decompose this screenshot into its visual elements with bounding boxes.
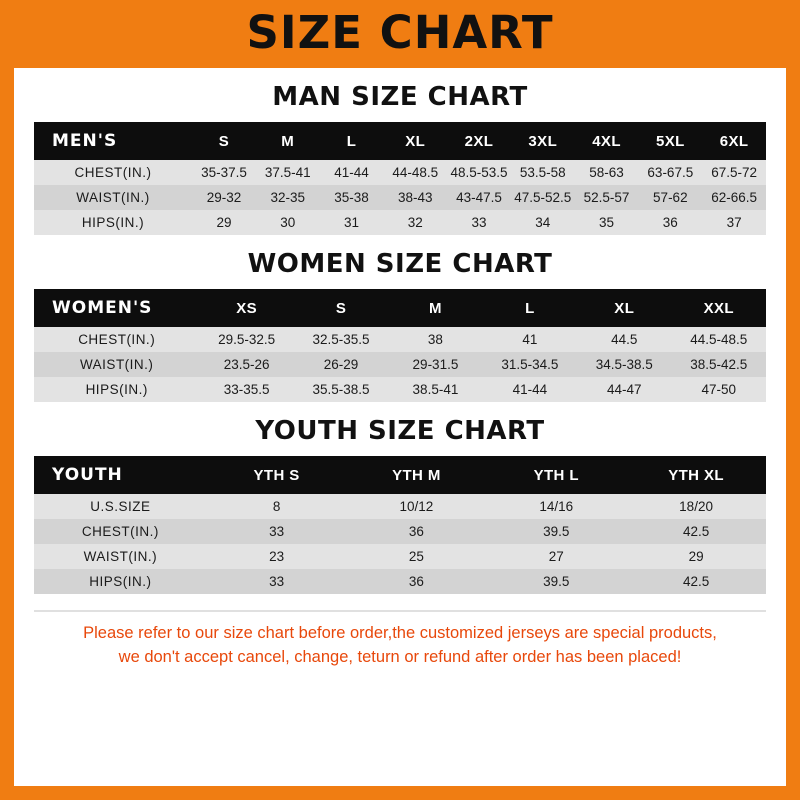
women-waist-xs: 23.5-26 (199, 352, 293, 377)
men-col-m: M (256, 122, 320, 160)
youth-chest-s: 33 (207, 519, 347, 544)
men-hips-6xl: 37 (702, 210, 766, 235)
men-col-xl: XL (383, 122, 447, 160)
header-banner (0, 0, 800, 68)
table-row (34, 494, 766, 519)
youth-chest-xl: 42.5 (626, 519, 766, 544)
section-title-youth: YOUTH SIZE CHART (255, 416, 545, 446)
women-waist-l: 31.5-34.5 (483, 352, 577, 377)
men-col-l: L (320, 122, 384, 160)
youth-col-s: YTH S (207, 456, 347, 494)
women-hips-l: 41-44 (483, 377, 577, 402)
men-row-label-waist: WAIST(IN.) (34, 185, 192, 210)
youth-row-head-label: YOUTH (34, 456, 207, 494)
women-hips-m: 38.5-41 (388, 377, 482, 402)
men-col-6xl: 6XL (702, 122, 766, 160)
table-row (34, 352, 766, 377)
women-hips-xxl: 47-50 (672, 377, 767, 402)
youth-size-table (34, 456, 766, 594)
men-waist-6xl: 62-66.5 (702, 185, 766, 210)
men-waist-3xl: 47.5-52.5 (511, 185, 575, 210)
men-hips-4xl: 35 (575, 210, 639, 235)
footer-line-2: we don't accept cancel, change, teturn or refund after order has been placed! (118, 647, 682, 666)
table-row (34, 544, 766, 569)
women-row-label-waist: WAIST(IN.) (34, 352, 199, 377)
youth-row-label-waist: WAIST(IN.) (34, 544, 207, 569)
youth-chest-m: 36 (347, 519, 487, 544)
men-hips-s: 29 (192, 210, 256, 235)
men-chest-l: 41-44 (320, 160, 384, 185)
men-hips-m: 30 (256, 210, 320, 235)
table-header-row (34, 122, 766, 160)
men-waist-s: 29-32 (192, 185, 256, 210)
youth-hips-s: 33 (207, 569, 347, 594)
men-hips-xl: 32 (383, 210, 447, 235)
women-row-label-hips: HIPS(IN.) (34, 377, 199, 402)
women-chest-l: 41 (483, 327, 577, 352)
men-chest-s: 35-37.5 (192, 160, 256, 185)
youth-col-xl: YTH XL (626, 456, 766, 494)
men-size-table (34, 122, 766, 235)
men-col-2xl: 2XL (447, 122, 511, 160)
men-waist-l: 35-38 (320, 185, 384, 210)
men-chest-6xl: 67.5-72 (702, 160, 766, 185)
section-youth (34, 416, 766, 594)
youth-chest-l: 39.5 (486, 519, 626, 544)
women-chest-xs: 29.5-32.5 (199, 327, 293, 352)
men-chest-5xl: 63-67.5 (638, 160, 702, 185)
table-header-row (34, 289, 766, 327)
women-hips-xl: 44-47 (577, 377, 671, 402)
men-col-s: S (192, 122, 256, 160)
youth-waist-l: 27 (486, 544, 626, 569)
youth-ussize-xl: 18/20 (626, 494, 766, 519)
men-chest-4xl: 58-63 (575, 160, 639, 185)
table-row (34, 210, 766, 235)
youth-row-label-chest: CHEST(IN.) (34, 519, 207, 544)
men-hips-5xl: 36 (638, 210, 702, 235)
women-row-label-chest: CHEST(IN.) (34, 327, 199, 352)
men-col-5xl: 5XL (638, 122, 702, 160)
youth-col-m: YTH M (347, 456, 487, 494)
table-row (34, 160, 766, 185)
table-row (34, 569, 766, 594)
women-waist-s: 26-29 (294, 352, 388, 377)
men-row-label-hips: HIPS(IN.) (34, 210, 192, 235)
men-waist-5xl: 57-62 (638, 185, 702, 210)
men-waist-2xl: 43-47.5 (447, 185, 511, 210)
women-hips-xs: 33-35.5 (199, 377, 293, 402)
youth-ussize-l: 14/16 (486, 494, 626, 519)
men-hips-l: 31 (320, 210, 384, 235)
men-hips-3xl: 34 (511, 210, 575, 235)
men-waist-4xl: 52.5-57 (575, 185, 639, 210)
section-title-women: WOMEN SIZE CHART (247, 249, 553, 279)
youth-row-label-ussize: U.S.SIZE (34, 494, 207, 519)
footer-disclaimer (34, 610, 766, 670)
men-waist-m: 32-35 (256, 185, 320, 210)
section-title-men: MAN SIZE CHART (272, 82, 528, 112)
table-row (34, 185, 766, 210)
men-col-4xl: 4XL (575, 122, 639, 160)
youth-hips-m: 36 (347, 569, 487, 594)
women-row-head-label: WOMEN'S (34, 289, 199, 327)
women-col-s: S (294, 289, 388, 327)
table-row (34, 327, 766, 352)
men-row-label-chest: CHEST(IN.) (34, 160, 192, 185)
women-chest-s: 32.5-35.5 (294, 327, 388, 352)
chart-content (14, 82, 786, 670)
page-title: SIZE CHART (246, 6, 554, 59)
youth-waist-xl: 29 (626, 544, 766, 569)
footer-banner (0, 786, 800, 800)
youth-ussize-s: 8 (207, 494, 347, 519)
men-waist-xl: 38-43 (383, 185, 447, 210)
men-chest-2xl: 48.5-53.5 (447, 160, 511, 185)
women-size-table (34, 289, 766, 402)
section-men (34, 82, 766, 235)
women-col-xs: XS (199, 289, 293, 327)
women-chest-m: 38 (388, 327, 482, 352)
women-col-l: L (483, 289, 577, 327)
women-hips-s: 35.5-38.5 (294, 377, 388, 402)
women-col-xl: XL (577, 289, 671, 327)
men-chest-xl: 44-48.5 (383, 160, 447, 185)
women-col-xxl: XXL (672, 289, 767, 327)
men-hips-2xl: 33 (447, 210, 511, 235)
women-chest-xl: 44.5 (577, 327, 671, 352)
table-header-row (34, 456, 766, 494)
section-women (34, 249, 766, 402)
men-col-3xl: 3XL (511, 122, 575, 160)
women-col-m: M (388, 289, 482, 327)
women-waist-m: 29-31.5 (388, 352, 482, 377)
youth-waist-s: 23 (207, 544, 347, 569)
men-chest-3xl: 53.5-58 (511, 160, 575, 185)
youth-waist-m: 25 (347, 544, 487, 569)
women-waist-xl: 34.5-38.5 (577, 352, 671, 377)
youth-ussize-m: 10/12 (347, 494, 487, 519)
women-chest-xxl: 44.5-48.5 (672, 327, 767, 352)
table-row (34, 519, 766, 544)
men-row-head-label: MEN'S (34, 122, 192, 160)
women-waist-xxl: 38.5-42.5 (672, 352, 767, 377)
youth-row-label-hips: HIPS(IN.) (34, 569, 207, 594)
youth-hips-l: 39.5 (486, 569, 626, 594)
footer-line-1: Please refer to our size chart before order,the customized jerseys are special products, (83, 624, 717, 642)
youth-col-l: YTH L (486, 456, 626, 494)
men-chest-m: 37.5-41 (256, 160, 320, 185)
table-row (34, 377, 766, 402)
youth-hips-xl: 42.5 (626, 569, 766, 594)
